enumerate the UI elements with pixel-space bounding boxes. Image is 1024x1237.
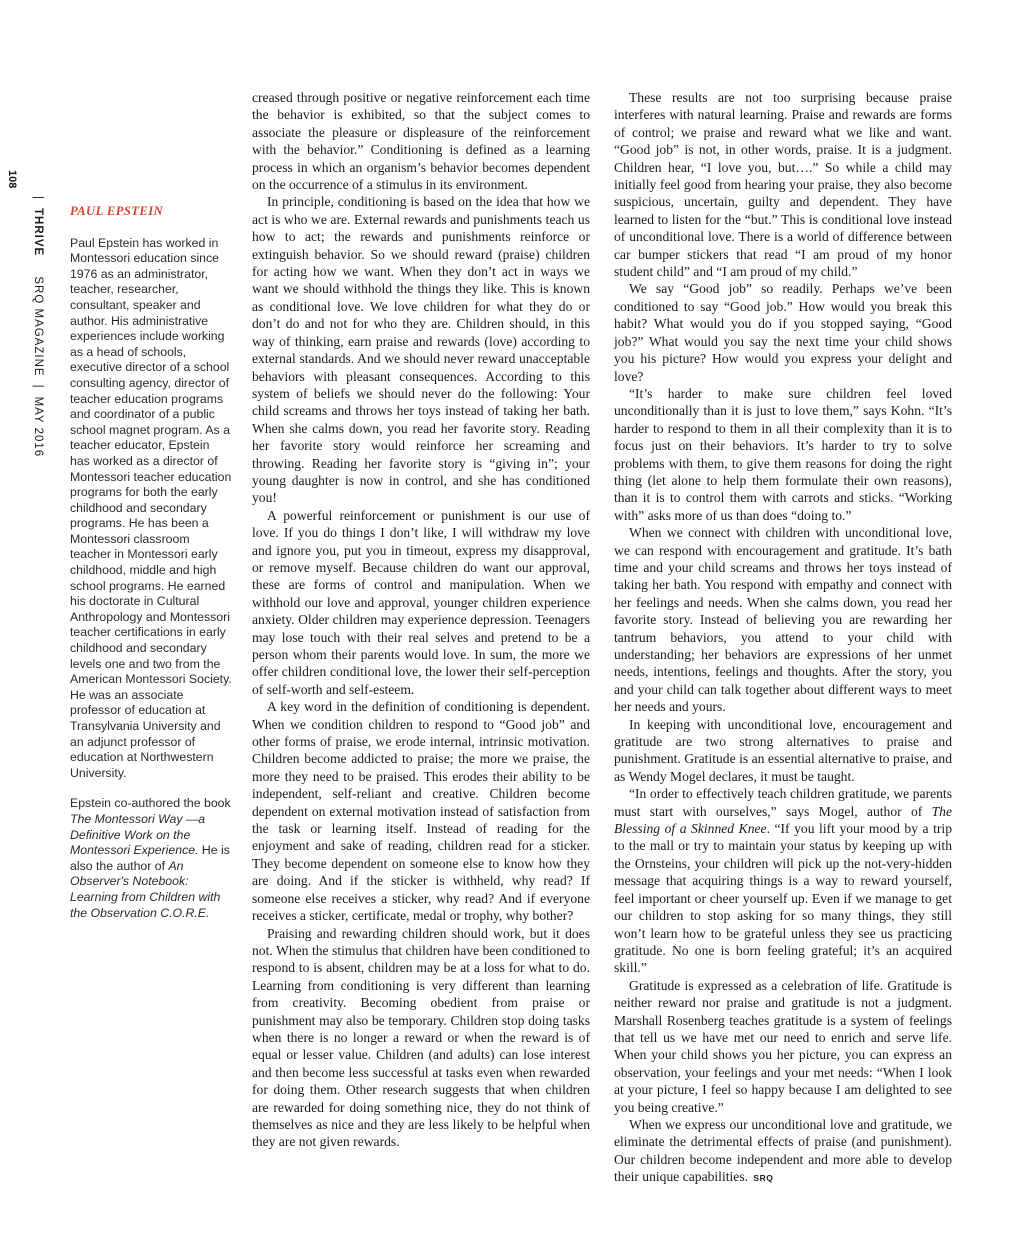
paragraph-text: “In order to effectively teach children gratitude, we parents must start with ourselves,” says Mogel, author of [614, 786, 952, 819]
paragraph: Gratitude is expressed as a celebration of life. Gratitude is neither reward nor praise and gratitude is not a judgment. Marshall Rosenberg teaches gratitude is a system of feelings that tell us we have met our need to enrich and serve life. When your child shows you her picture, you can express an observation, your feelings and your met needs: “When I look at your picture, I feel so happy because I am delighted to see you being creative.” [614, 977, 952, 1115]
separator: | [32, 196, 44, 200]
separator [32, 264, 44, 268]
paragraph: When we connect with children with unconditional love, we can respond with encouragement and gratitude. It’s bath time and your child screams and throws her toys instead of taking her bath. You respond with empathy and connect with her feelings and needs. When she calms down, you read her favorite story. Instead of believing you are rewarding her tantrum behaviors, you attend to your child with understanding; her behaviors are expressions of her unmet needs, intentions, feelings and thoughts. After the story, you and your child can talk together about different ways to meet her needs and yours. [614, 525, 952, 715]
paragraph: Praising and rewarding children should work, but it does not. When the stimulus that children have been conditioned to respond to is absent, children may be at a loss for what to do. Learning from conditioning is very different than learning from creativity. Becoming obedient from praise or punishment may also be temporary. Children stop doing tasks when there is no longer a reward or when the reward is of equal or lesser value. Children (and adults) can lose interest and then become less successful at tasks even when rewarded for doing them. Other research suggests that when children are rewarded for doing something nice, they do not think of themselves as nice and they are less likely to be helpful when they are not given rewards. [252, 925, 590, 1150]
paragraph: “It’s harder to make sure children feel loved unconditionally than it is just to love them,” says Kohn. “It’s harder to respond to them in all their complexity than it is to focus just on their behaviors. It’s harder to try to solve problems with them, to give them reasons for doing the right thing (let alone to help them formulate their own reasons), than it is to control them with carrots and sticks. “Working with” asks more of us than does “doing to.” [614, 385, 952, 523]
page-number: 108 [6, 170, 18, 189]
paragraph: These results are not too surprising because praise interferes with natural learning. Praise and rewards are forms of control; we praise and reward what we like and want. “Good job” is not, in other words, praise. It is a judgment. Children hear, “I love you, but….” So while a child may initially feel good from hearing your praise, they also become suspicious, uncertain, guilty and dependent. They have learned to listen for the “but.” This is conditional love instead of unconditional love. There is a world of difference between car bumper stickers that read “I am proud of my honor student child” and “I am proud of my child.” [614, 90, 952, 280]
folio-rail [4, 170, 64, 458]
paragraph [614, 1116, 952, 1188]
paragraph-text: . “If you lift your mood by a trip to the mall or try to maintain your status by keeping up with the Ornsteins, your children will pick up the not-very-hidden message that acquiring things is a way to reward yourself, feel important or cheer yourself up. Even if we manage to get our children to stop asking for so many things, they still won’t learn how to be grateful unless they see us practicing gratitude. No one is born feeling grateful; it’s an acquired skill.” [614, 821, 952, 976]
magazine-name: SRQ MAGAZINE [32, 276, 44, 377]
author-bio: Paul Epstein has worked in Montessori education since 1976 as an administrator, teacher, researcher, consultant, speaker and author. His administrative experiences include working as a head of schools, executive director of a school consulting agency, director of teacher education programs and coordinator of a public school magnet program. As a teacher educator, Epstein has worked as a director of Montessori teacher education programs for both the early childhood and secondary programs. He has been a Montessori classroom teacher in Montessori early childhood, middle and high school programs. He earned his doctorate in Cultural Anthropology and Montessori teacher certifications in early childhood and secondary levels one and two from the American Montessori Society. He was an associate professor of education at Transylvania University and an adjunct professor of education at Northwestern University. [70, 235, 232, 780]
section-name: THRIVE [32, 208, 44, 257]
issue-date: MAY 2016 [32, 396, 44, 458]
paragraph: We say “Good job” so readily. Perhaps we’ve been conditioned to say “Good job.” How would you break this habit? What would you do if you stopped saying, “Good job?” What would you say the next time your child shows you his picture? How would you express your delight and love? [614, 281, 952, 384]
paragraph [614, 785, 952, 976]
author-bio-sidebar [70, 204, 232, 936]
paragraph: A powerful reinforcement or punishment is our use of love. If you do things I don’t like, I will withdraw my love and ignore you, put you in timeout, express my disapproval, or remove myself. Because children do want our approval, these are forms of control and manipulation. When we withhold our love and approval, younger children experience anxiety. Older children may experience depression. Teenagers may lose touch with their real selves and pretend to be a person whom their parents would love. In sum, the more we offer children conditional love, the lower their self-perception of self-worth and self-esteem. [252, 507, 590, 697]
book-title: An Observer's Notebook: Learning from Children with the Observation C.O.R.E. [70, 858, 221, 920]
books-mid: He is also the author of [70, 843, 230, 873]
book-title: The Blessing of a Skinned Knee [614, 803, 952, 837]
running-footer [32, 188, 44, 457]
article-column-1 [252, 89, 590, 1151]
article-column-2 [614, 89, 952, 1188]
paragraph-text: When we express our unconditional love and gratitude, we eliminate the detrimental effects of praise (and punishment). Our children become independent and more able to develop their unique capabilities. [614, 1116, 952, 1185]
paragraph: creased through positive or negative reinforcement each time the behavior is exhibited, so that the subject comes to associate the pleasure or displeasure of the reinforcement with the behavior.” Conditioning is defined as a learning process in which an organism’s behavior becomes dependent on the occurrence of a stimulus in its environment. [252, 90, 590, 193]
books-intro: Epstein co-authored the book [70, 796, 231, 811]
end-mark: SRQ [753, 1173, 774, 1184]
paragraph: In keeping with unconditional love, encouragement and gratitude are two strong alternatives to praise and punishment. Gratitude is an essential alternative to praise, and as Wendy Mogel declares, it must be taught. [614, 716, 952, 784]
author-name: PAUL EPSTEIN [70, 204, 164, 218]
separator: | [32, 384, 44, 389]
author-books [70, 796, 232, 921]
paragraph: A key word in the definition of conditioning is dependent. When we condition children to respond to “Good job” and other forms of praise, we erode internal, intrinsic motivation. Children become addicted to praise; the more we praise, the more they need to be praised. This erodes their ability to be independent, self-reliant and creative. Children become dependent on external motivation instead of satisfaction from the task or learning itself. Instead of reading for the enjoyment and sake of reading, children read for a sticker. They become dependent on someone else to know how they are doing. And if the sticker is withheld, why read? If someone else receives a sticker, why read? And if everyone receives a sticker, certificate, medal or trophy, why bother? [252, 699, 590, 924]
book-title: The Montessori Way —a Definitive Work on the Montessori Experience. [70, 811, 206, 858]
paragraph: In principle, conditioning is based on the idea that how we act is who we are. External rewards and punishments teach us how to act; the rewards and punishments reinforce or extinguish behavior. So we should reward (praise) children for acting how we want. When they don’t act in ways we want we should withhold the things they like. This is known as conditional love. We love children for what they do or don’t do and not for who they are. Children should, in this way of thinking, earn praise and rewards (love) according to external standards. And we should never reward unacceptable behaviors with pleasant consequences. According to this system of beliefs we should never do the following: Your child screams and throws her toys instead of taking her bath. When she calms down, you read her favorite story. Reading her favorite story would reinforce her screaming and throwing. Reading her favorite story is “giving in”; your young daughter is now in control, and she has conditioned you! [252, 194, 590, 506]
